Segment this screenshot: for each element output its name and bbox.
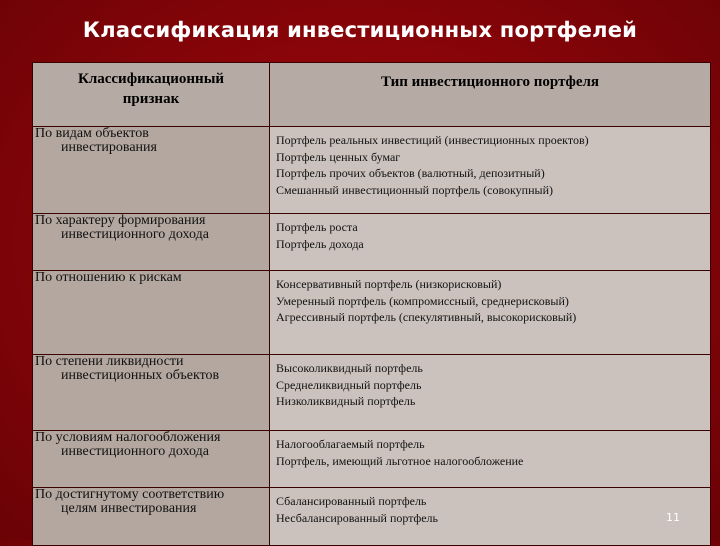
- criterion-line2: инвестиционного дохода: [61, 444, 209, 459]
- criterion-cell: [33, 488, 270, 546]
- type-item: Консервативный портфель (низкорисковый): [276, 277, 502, 291]
- types-cell: [270, 488, 711, 546]
- criterion-line2: целям инвестирования: [61, 501, 197, 516]
- type-item: Смешанный инвестиционный портфель (совокупный): [276, 182, 554, 197]
- type-item: Высоколиквидный портфель: [276, 361, 423, 375]
- criterion-cell: [33, 127, 270, 214]
- types-cell: [270, 431, 711, 488]
- type-item: Несбалансированный портфель: [276, 510, 439, 525]
- type-item: Агрессивный портфель (спекулятивный, высокорисковый): [276, 310, 577, 324]
- types-cell: [270, 127, 711, 214]
- table-row: [33, 355, 711, 431]
- table-row: [33, 127, 711, 214]
- table-header-row: [33, 63, 711, 127]
- table-row: [33, 431, 711, 488]
- table-row: [33, 488, 711, 546]
- criterion-cell: [33, 355, 270, 431]
- page-number: 11: [666, 511, 680, 524]
- type-item: Среднеликвидный портфель: [276, 377, 422, 392]
- type-item: Портфель, имеющий льготное налогообложение: [276, 453, 524, 468]
- header-portfolio-type: Тип инвестиционного портфеля: [270, 63, 711, 127]
- type-item: Низколиквидный портфель: [276, 394, 416, 408]
- criterion-line1: По степени ликвидности: [35, 354, 184, 369]
- criterion-line2: инвестирования: [61, 140, 157, 155]
- header-criterion-line2: признак: [122, 91, 180, 107]
- criterion-line2: инвестиционных объектов: [61, 368, 220, 383]
- criterion-line1: По отношению к рискам: [35, 270, 182, 285]
- type-item: Портфель реальных инвестиций (инвестиционных проектов): [276, 133, 589, 147]
- type-item: Портфель роста: [276, 220, 358, 234]
- types-cell: [270, 355, 711, 431]
- classification-table: [32, 62, 711, 546]
- types-cell: [270, 214, 711, 271]
- type-item: Портфель прочих объектов (валютный, депозитный): [276, 166, 545, 180]
- criterion-line1: По достигнутому соответствию: [35, 487, 225, 502]
- criterion-line1: По характеру формирования: [35, 213, 206, 228]
- type-item: Умеренный портфель (компромиссный, среднерисковый): [276, 293, 569, 308]
- criterion-line1: По условиям налогообложения: [35, 430, 221, 445]
- criterion-line1: По видам объектов: [35, 126, 149, 141]
- header-criterion: [33, 63, 270, 127]
- type-item: Сбалансированный портфель: [276, 494, 427, 508]
- table-row: [33, 214, 711, 271]
- type-item: Портфель дохода: [276, 236, 364, 251]
- type-item: Налогооблагаемый портфель: [276, 437, 425, 451]
- table-row: [33, 271, 711, 355]
- header-criterion-line1: Классификационный: [77, 71, 225, 87]
- criterion-cell: [33, 271, 270, 355]
- criterion-cell: [33, 431, 270, 488]
- types-cell: [270, 271, 711, 355]
- type-item: Портфель ценных бумаг: [276, 149, 401, 164]
- slide-title: Классификация инвестиционных портфелей: [82, 18, 638, 42]
- criterion-line2: инвестиционного дохода: [61, 227, 209, 242]
- criterion-cell: [33, 214, 270, 271]
